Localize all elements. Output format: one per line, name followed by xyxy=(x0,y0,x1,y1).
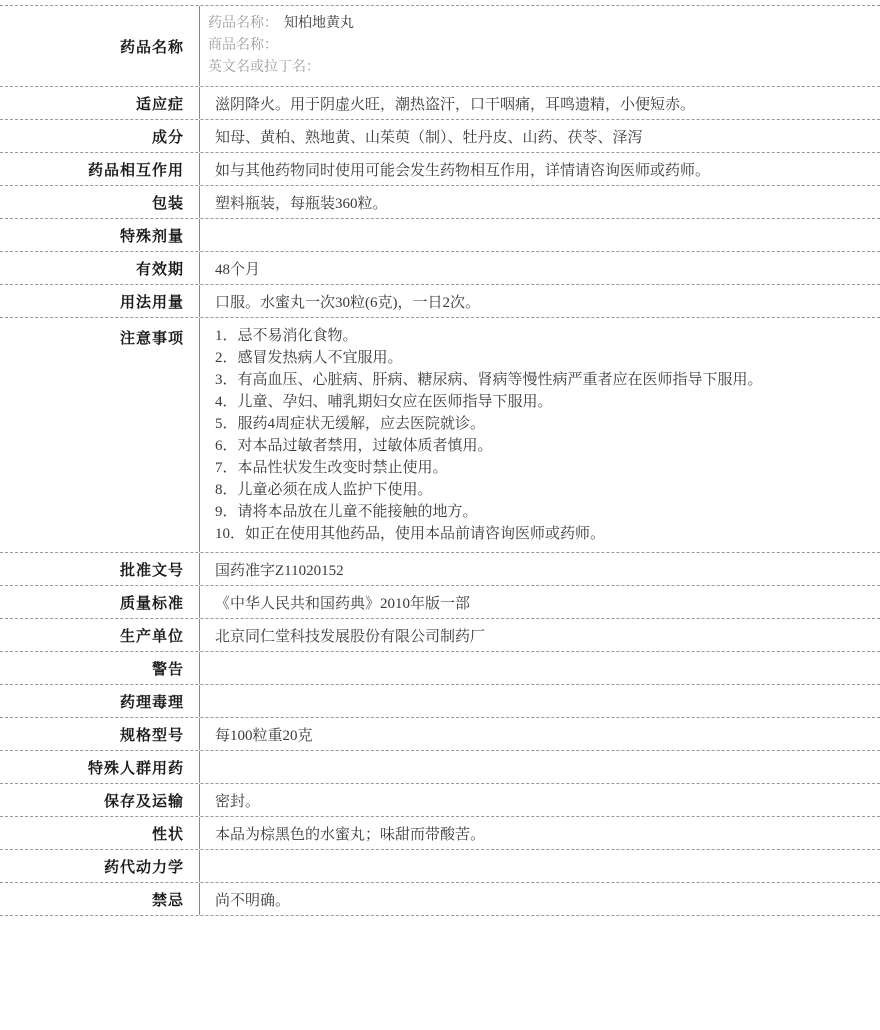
table-row xyxy=(0,652,880,685)
row-label: 成分 xyxy=(0,120,200,152)
row-label: 药品名称 xyxy=(0,6,200,86)
note-line: 3．有高血压、心脏病、肝病、糖尿病、肾病等慢性病严重者应在医师指导下服用。 xyxy=(215,372,763,388)
row-label: 包装 xyxy=(0,186,200,218)
row-label: 用法用量 xyxy=(0,285,200,317)
name-field-row xyxy=(208,57,870,79)
row-value xyxy=(200,219,880,251)
table-row xyxy=(0,553,880,586)
row-value: 北京同仁堂科技发展股份有限公司制药厂 xyxy=(215,628,486,645)
field-key: 商品名称： xyxy=(208,38,278,53)
note-line: 2．感冒发热病人不宜服用。 xyxy=(215,350,403,366)
note-line: 1．忌不易消化食物。 xyxy=(215,328,358,344)
name-field-row xyxy=(208,35,870,57)
row-value: 口服。水蜜丸一次30粒(6克)，一日2次。 xyxy=(215,294,480,311)
row-label: 药品相互作用 xyxy=(0,153,200,185)
drug-info-table xyxy=(0,5,880,916)
table-row xyxy=(0,751,880,784)
row-value: 尚不明确。 xyxy=(215,892,291,909)
table-row xyxy=(0,817,880,850)
row-label: 生产单位 xyxy=(0,619,200,651)
row-label: 禁忌 xyxy=(0,883,200,915)
row-value: 国药准字Z11020152 xyxy=(215,562,344,579)
table-row xyxy=(0,186,880,219)
row-label: 质量标准 xyxy=(0,586,200,618)
row-value: 如与其他药物同时使用可能会发生药物相互作用，详情请咨询医师或药师。 xyxy=(215,162,711,179)
table-row xyxy=(0,784,880,817)
table-row xyxy=(0,219,880,252)
row-label: 药代动力学 xyxy=(0,850,200,882)
row-label: 警告 xyxy=(0,652,200,684)
row-value xyxy=(200,6,880,86)
note-line: 4．儿童、孕妇、哺乳期妇女应在医师指导下服用。 xyxy=(215,394,553,410)
row-label: 保存及运输 xyxy=(0,784,200,816)
row-value: 《中华人民共和国药典》2010年版一部 xyxy=(215,595,471,612)
table-row xyxy=(0,685,880,718)
note-line: 9．请将本品放在儿童不能接触的地方。 xyxy=(215,504,478,520)
table-row xyxy=(0,718,880,751)
row-label: 特殊人群用药 xyxy=(0,751,200,783)
table-row xyxy=(0,318,880,553)
table-row xyxy=(0,6,880,87)
note-line: 6．对本品过敏者禁用，过敏体质者慎用。 xyxy=(215,438,493,454)
note-line: 5．服药4周症状无缓解，应去医院就诊。 xyxy=(215,416,486,432)
row-value: 知母、黄柏、熟地黄、山茱萸（制）、牡丹皮、山药、茯苓、泽泻 xyxy=(215,129,643,146)
row-value: 每100粒重20克 xyxy=(215,727,313,744)
row-value xyxy=(200,850,880,882)
row-value: 塑料瓶装，每瓶装360粒。 xyxy=(215,195,388,212)
row-label: 适应症 xyxy=(0,87,200,119)
notes-list xyxy=(200,318,880,552)
row-label: 特殊剂量 xyxy=(0,219,200,251)
row-value xyxy=(200,652,880,684)
row-label: 注意事项 xyxy=(0,318,200,552)
field-key: 药品名称： xyxy=(208,16,278,31)
table-row xyxy=(0,120,880,153)
table-row xyxy=(0,87,880,120)
row-label: 性状 xyxy=(0,817,200,849)
table-row xyxy=(0,153,880,186)
row-label: 规格型号 xyxy=(0,718,200,750)
table-row xyxy=(0,252,880,285)
row-value: 本品为棕黑色的水蜜丸；味甜而带酸苦。 xyxy=(215,826,486,843)
row-value xyxy=(200,751,880,783)
row-label: 有效期 xyxy=(0,252,200,284)
table-row xyxy=(0,850,880,883)
field-value: 知柏地黄丸 xyxy=(284,16,354,31)
row-value: 滋阴降火。用于阴虚火旺，潮热盗汗，口干咽痛，耳鸣遗精，小便短赤。 xyxy=(215,96,696,113)
note-line: 7．本品性状发生改变时禁止使用。 xyxy=(215,460,448,476)
row-label: 批准文号 xyxy=(0,553,200,585)
note-line: 10．如正在使用其他药品，使用本品前请咨询医师或药师。 xyxy=(215,526,606,542)
table-row xyxy=(0,619,880,652)
name-field-row xyxy=(208,13,870,35)
row-value: 密封。 xyxy=(215,793,261,810)
note-line: 8．儿童必须在成人监护下使用。 xyxy=(215,482,433,498)
row-value: 48个月 xyxy=(215,261,261,278)
field-key: 英文名或拉丁名： xyxy=(208,60,320,75)
table-row xyxy=(0,285,880,318)
row-value xyxy=(200,685,880,717)
table-row xyxy=(0,883,880,916)
table-row xyxy=(0,586,880,619)
row-label: 药理毒理 xyxy=(0,685,200,717)
